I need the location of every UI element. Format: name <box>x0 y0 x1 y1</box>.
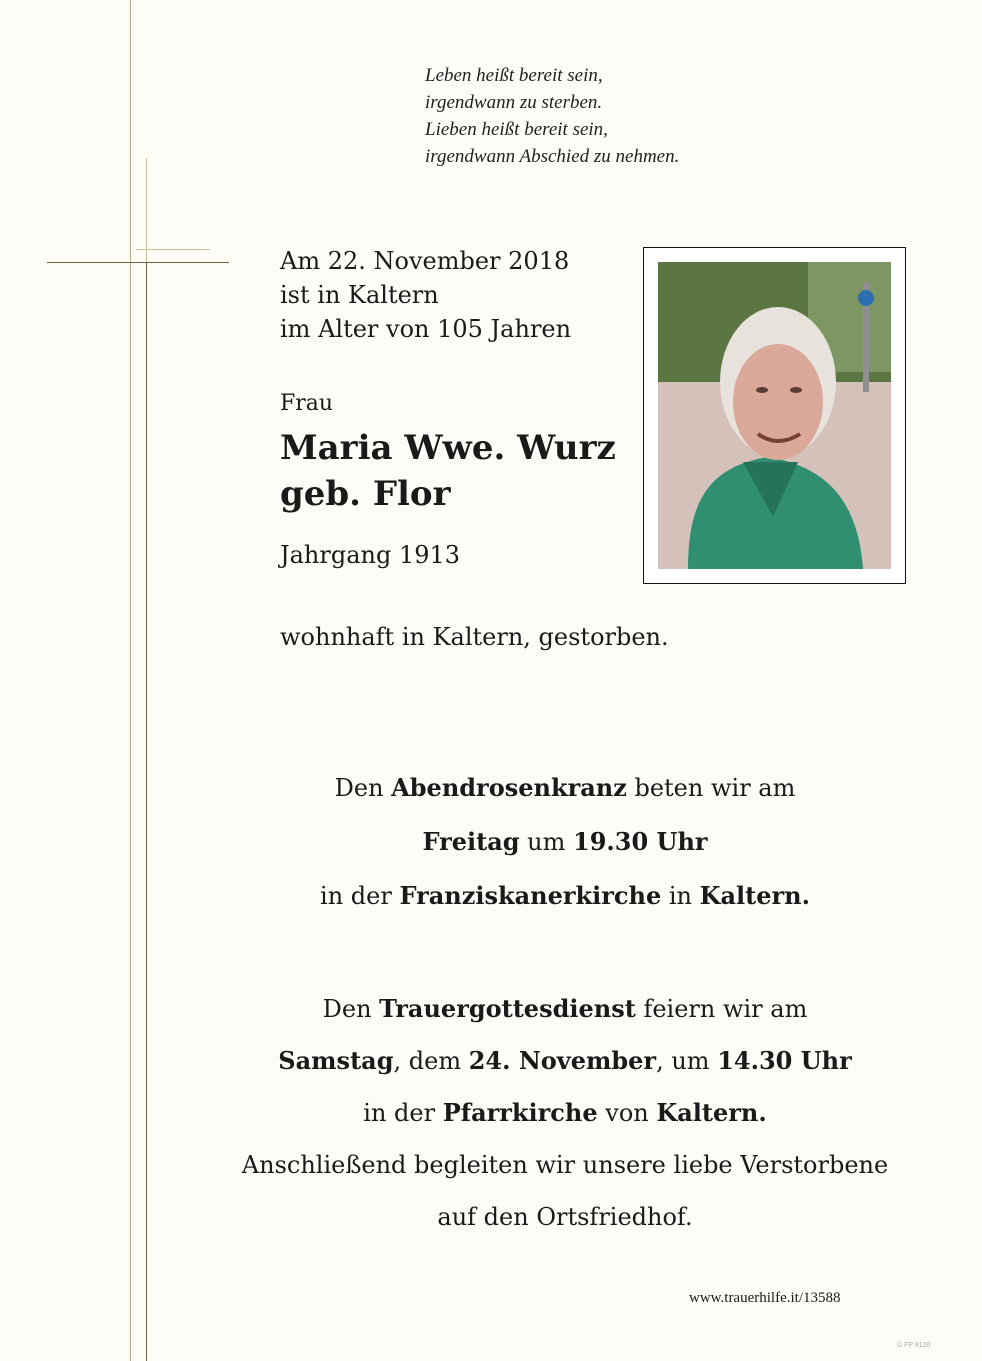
salutation: Frau <box>280 391 334 416</box>
rosary-line-1: Den Abendrosenkranz beten wir am <box>334 773 796 802</box>
cross-line-horizontal <box>47 262 229 263</box>
poem <box>425 62 679 170</box>
cross-line-horizontal-accent <box>136 249 210 250</box>
cross-line-vertical-dark <box>146 262 147 1361</box>
poem-line: Lieben heißt bereit sein, <box>425 119 608 140</box>
rosary-line-3: in der Franziskanerkirche in Kaltern. <box>320 881 810 910</box>
service-line-3: in der Pfarrkirche von Kaltern. <box>363 1098 767 1127</box>
poem-line: irgendwann zu sterben. <box>425 92 603 113</box>
service-line-4: Anschließend begleiten wir unsere liebe Verstorbene <box>241 1151 889 1179</box>
intro-line: ist in Kaltern <box>280 281 439 309</box>
name-line: geb. Flor <box>280 474 451 514</box>
footer-url[interactable]: www.trauerhilfe.it/13588 <box>689 1290 841 1306</box>
portrait-photo <box>658 262 891 569</box>
portrait-illustration <box>658 262 891 569</box>
intro-line: Am 22. November 2018 <box>280 247 570 275</box>
poem-line: irgendwann Abschied zu nehmen. <box>425 146 680 167</box>
service-line-2: Samstag, dem 24. November, um 14.30 Uhr <box>278 1046 852 1075</box>
deceased-name <box>280 425 616 517</box>
cross-line-vertical-light <box>130 0 131 1361</box>
service-line-1: Den Trauergottesdienst feiern wir am <box>322 994 808 1023</box>
rosary-block <box>150 761 980 923</box>
death-announcement <box>280 244 571 346</box>
birth-year: Jahrgang 1913 <box>280 541 461 569</box>
service-line-5: auf den Ortsfriedhof. <box>437 1203 693 1231</box>
intro-line: im Alter von 105 Jahren <box>280 315 572 343</box>
service-block <box>150 983 980 1243</box>
poem-line: Leben heißt bereit sein, <box>425 65 603 86</box>
print-code: © FP 9120 <box>897 1342 931 1349</box>
portrait-frame <box>643 247 906 584</box>
rosary-line-2: Freitag um 19.30 Uhr <box>422 827 708 856</box>
name-line: Maria Wwe. Wurz <box>280 428 616 468</box>
residence-line: wohnhaft in Kaltern, gestorben. <box>280 623 669 651</box>
